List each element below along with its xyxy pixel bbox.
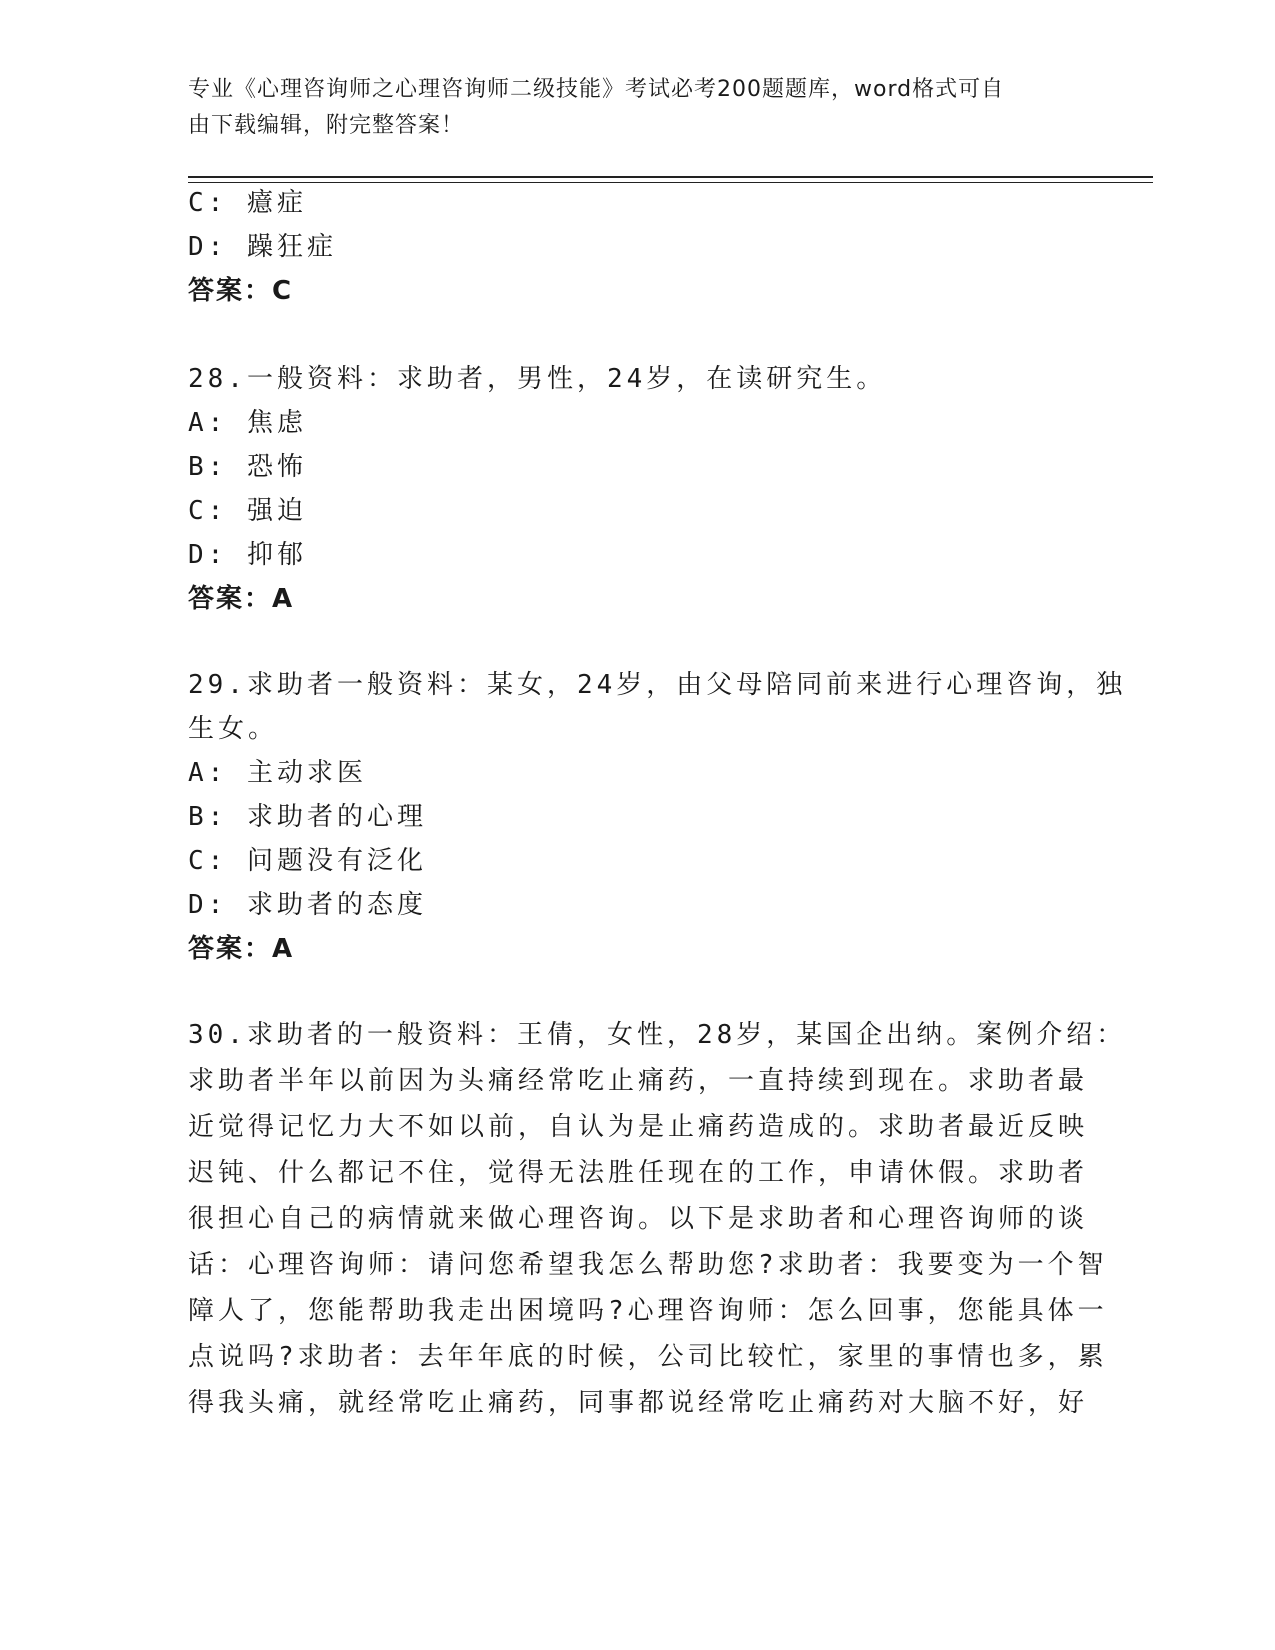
q29-option-d: D: 求助者的态度 [188,890,427,920]
q29-stem-line-2: 生女。 [188,714,279,744]
q29-option-c: C: 问题没有泛化 [188,846,427,876]
q30-line: 得我头痛，就经常吃止痛药，同事都说经常吃止痛药对大脑不好，好 [188,1388,1089,1418]
q30-line: 30.求助者的一般资料：王倩，女性，28岁，某国企出纳。案例介绍： [188,1020,1127,1050]
q28-option-c: C: 强迫 [188,496,307,526]
q28-option-b: B: 恐怖 [188,452,307,482]
q27-option-d: D: 躁狂症 [188,232,337,262]
q30-line: 近觉得记忆力大不如以前，自认为是止痛药造成的。求助者最近反映 [188,1112,1089,1142]
q29-stem-line-1: 29.求助者一般资料：某女，24岁，由父母陪同前来进行心理咨询，独 [188,670,1127,700]
q28-option-d: D: 抑郁 [188,540,307,570]
q30-line: 很担心自己的病情就来做心理咨询。以下是求助者和心理咨询师的谈 [188,1204,1089,1234]
q28-stem: 28.一般资料：求助者，男性，24岁，在读研究生。 [188,364,887,394]
q27-answer: 答案：C [188,276,294,306]
q28-answer: 答案：A [188,584,295,614]
header-line-2: 由下载编辑，附完整答案！ [188,113,465,138]
header-rule-thin [188,182,1153,183]
q29-option-a: A: 主动求医 [188,758,367,788]
q30-line: 障人了，您能帮助我走出困境吗?心理咨询师：怎么回事，您能具体一 [188,1296,1108,1326]
q27-option-c: C: 癔症 [188,188,307,218]
document-header [188,72,1088,144]
q30-line: 点说吗?求助者：去年年底的时候，公司比较忙，家里的事情也多，累 [188,1342,1108,1372]
q30-line: 话：心理咨询师：请问您希望我怎么帮助您?求助者：我要变为一个智 [188,1250,1108,1280]
header-rule-thick [188,176,1153,178]
q30-paragraph [188,1012,1127,1426]
q29-answer: 答案：A [188,934,295,964]
q30-line: 求助者半年以前因为头痛经常吃止痛药，一直持续到现在。求助者最 [188,1066,1089,1096]
header-line-1: 专业《心理咨询师之心理咨询师二级技能》考试必考200题题库，word格式可自 [188,77,1005,102]
q29-option-b: B: 求助者的心理 [188,802,427,832]
q28-option-a: A: 焦虑 [188,408,307,438]
q30-line: 迟钝、什么都记不住，觉得无法胜任现在的工作，申请休假。求助者 [188,1158,1089,1188]
